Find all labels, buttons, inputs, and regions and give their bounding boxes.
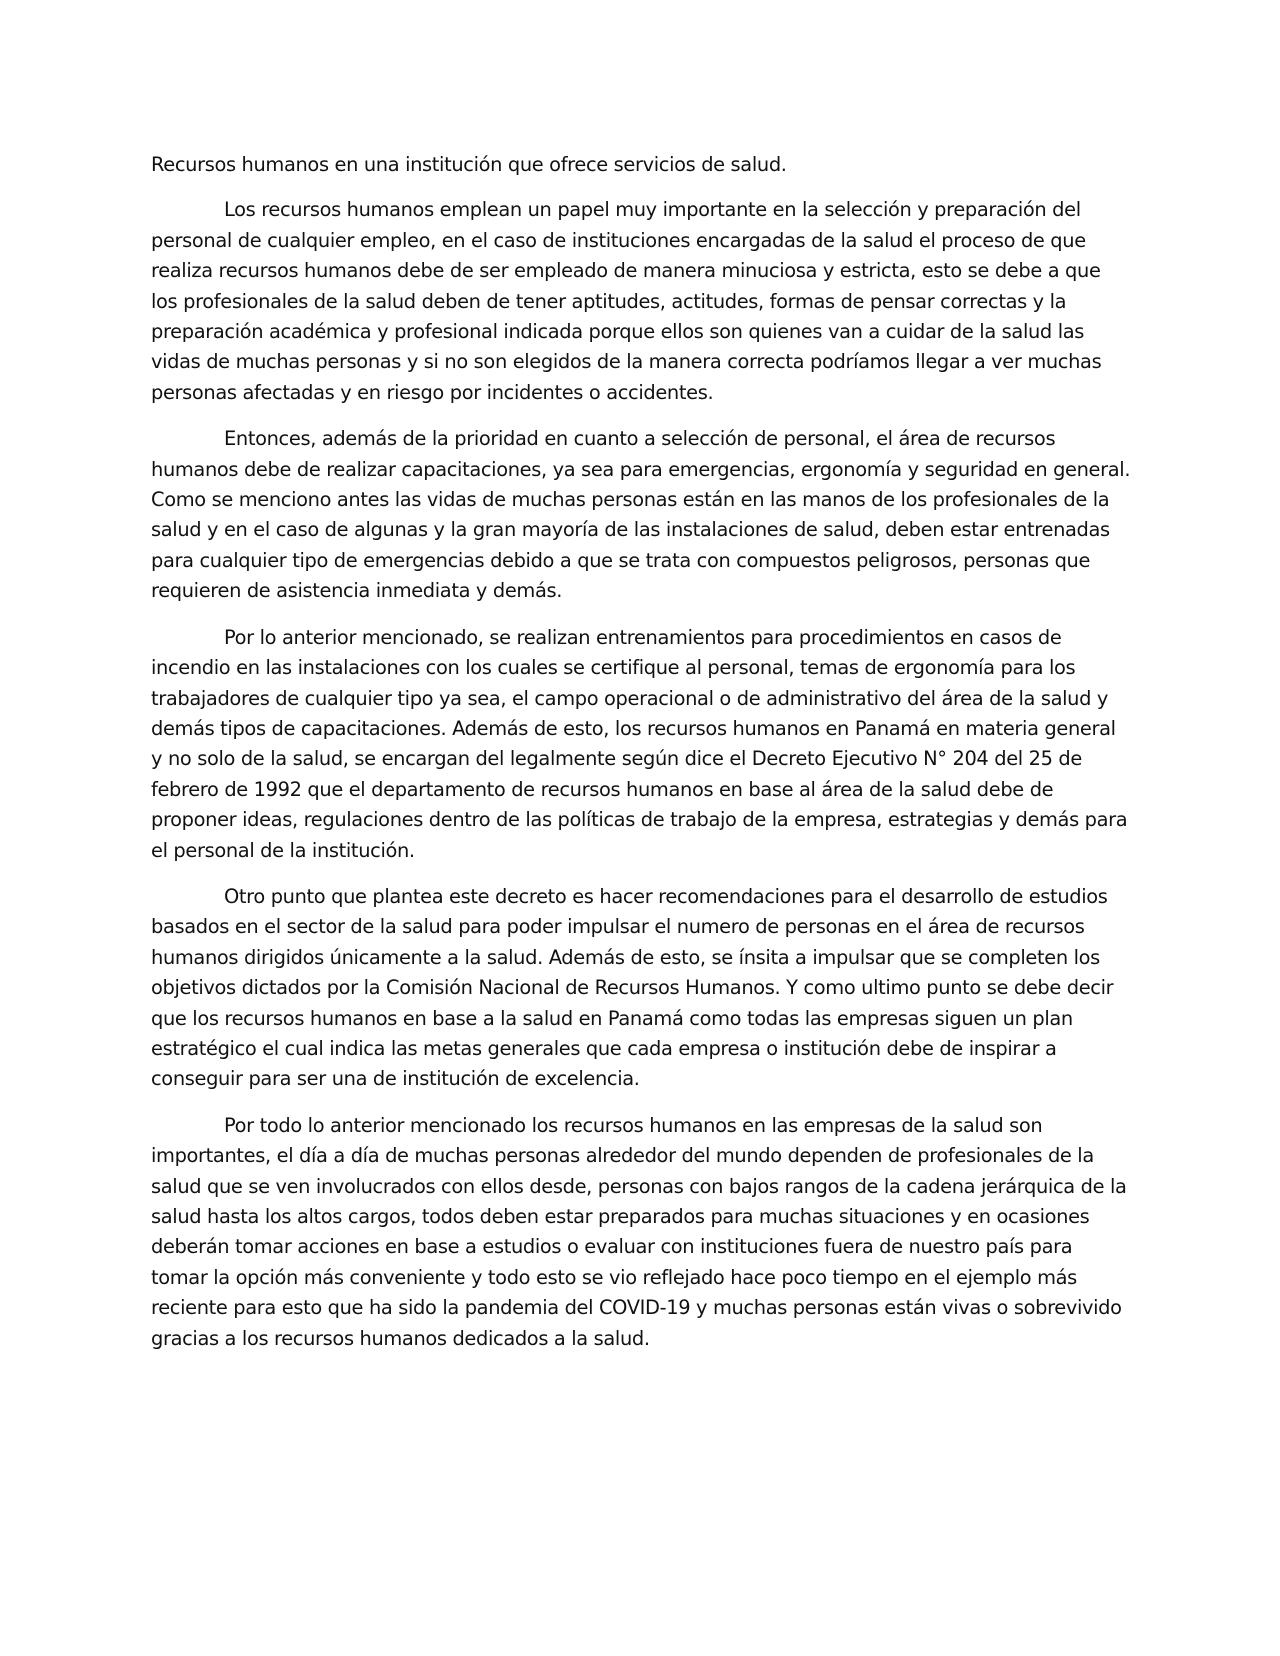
paragraph-1: Los recursos humanos emplean un papel muy importante en la selección y preparación del personal de cualquier empleo, en el caso de instituciones encargadas de la salud el proceso de que realiza recursos humanos debe de ser empleado de manera minuciosa y estricta, esto se debe a que los profesionales de la salud deben de tener aptitudes, actitudes, formas de pensar correctas y la preparación académica y profesional indicada porque ellos son quienes van a cuidar de la salud las vidas de muchas personas y si no son elegidos de la manera correcta podríamos llegar a ver muchas personas afectadas y en riesgo por incidentes o accidentes. (151, 198, 1102, 404)
document-title: Recursos humanos en una institución que ofrece servicios de salud. (151, 153, 787, 176)
document-body (151, 150, 1131, 1370)
paragraph-3: Por lo anterior mencionado, se realizan entrenamientos para procedimientos en casos de incendio en las instalaciones con los cuales se certifique al personal, temas de ergonomía para los trabajadores de cualquier tipo ya sea, el campo operacional o de administrativo del área de la salud y demás tipos de capacitaciones. Además de esto, los recursos humanos en Panamá en materia general y no solo de la salud, se encargan del legalmente según dice el Decreto Ejecutivo N° 204 del 25 de febrero de 1992 que el departamento de recursos humanos en base al área de la salud debe de proponer ideas, regulaciones dentro de las políticas de trabajo de la empresa, estrategias y demás para el personal de la institución. (151, 625, 1128, 862)
paragraph-4: Otro punto que plantea este decreto es hacer recomendaciones para el desarrollo de estudios basados en el sector de la salud para poder impulsar el numero de personas en el área de recursos humanos dirigidos únicamente a la salud. Además de esto, se ínsita a impulsar que se completen los objetivos dictados por la Comisión Nacional de Recursos Humanos. Y como ultimo punto se debe decir que los recursos humanos en base a la salud en Panamá como todas las empresas siguen un plan estratégico el cual indica las metas generales que cada empresa o institución debe de inspirar a conseguir para ser una de institución de excelencia. (151, 884, 1114, 1091)
paragraph-2: Entonces, además de la prioridad en cuanto a selección de personal, el área de recursos humanos debe de realizar capacitaciones, ya sea para emergencias, ergonomía y seguridad en general. Como se menciono antes las vidas de muchas personas están en las manos de los profesionales de la salud y en el caso de algunas y la gran mayoría de las instalaciones de salud, deben estar entrenadas para cualquier tipo de emergencias debido a que se trata con compuestos peligrosos, personas que requieren de asistencia inmediata y demás. (151, 427, 1131, 603)
paragraph-5: Por todo lo anterior mencionado los recursos humanos en las empresas de la salud son importantes, el día a día de muchas personas alrededor del mundo dependen de profesionales de la salud que se ven involucrados con ellos desde, personas con bajos rangos de la cadena jerárquica de la salud hasta los altos cargos, todos deben estar preparados para muchas situaciones y en ocasiones deberán tomar acciones en base a estudios o evaluar con instituciones fuera de nuestro país para tomar la opción más conveniente y todo esto se vio reflejado hace poco tiempo en el ejemplo más reciente para esto que ha sido la pandemia del COVID-19 y muchas personas están vivas o sobrevivido gracias a los recursos humanos dedicados a la salud. (151, 1113, 1127, 1350)
